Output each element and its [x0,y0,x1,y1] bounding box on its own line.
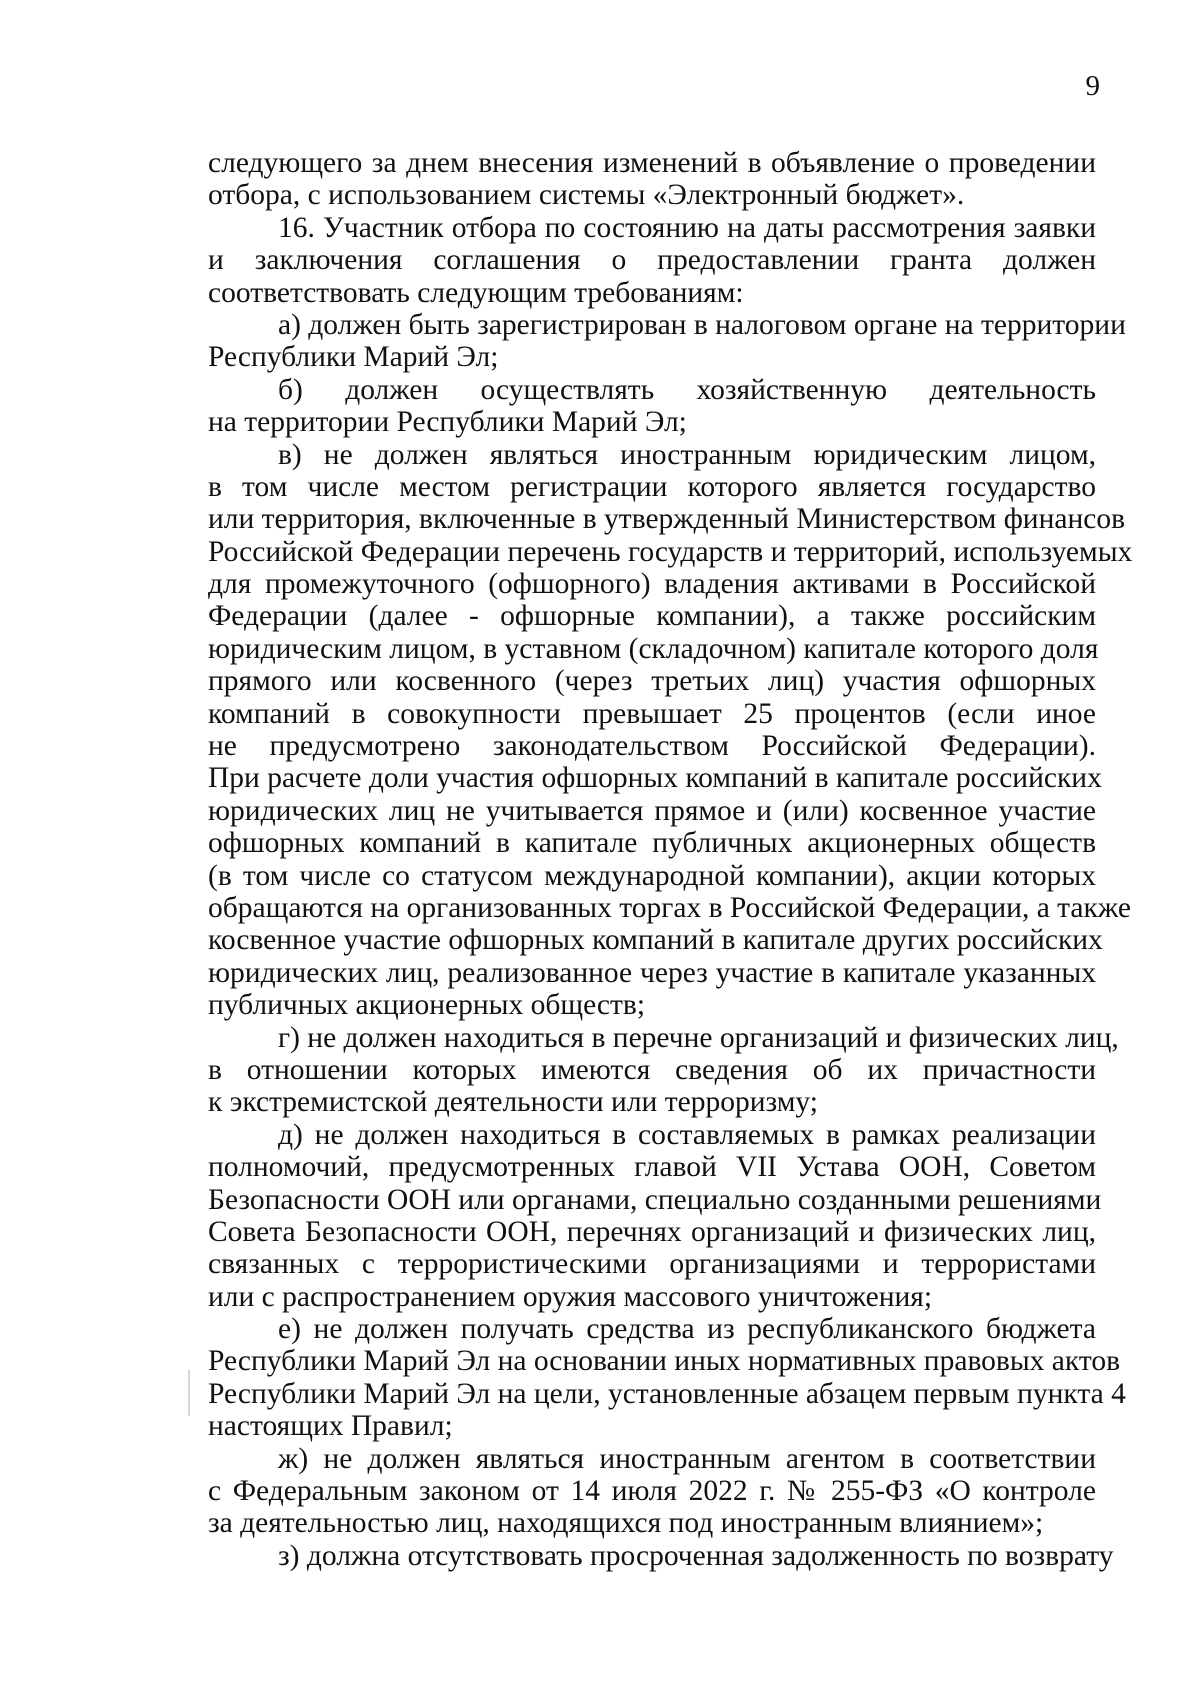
text-line: с Федеральным законом от 14 июля 2022 г. № 255-ФЗ «О контроле [208,1475,1096,1508]
text-line: для промежуточного (офшорного) владения активами в Российской [208,568,1096,601]
text-line: б) должен осуществлять хозяйственную деятельность [278,373,1096,406]
text-line: не предусмотрено законодательством Российской Федерации). [208,730,1096,763]
text-line: Российской Федерации перечень государств и территорий, используемых [208,535,1133,568]
text-line: обращаются на организованных торгах в Российской Федерации, а также [208,891,1131,924]
text-line: Республики Марий Эл на цели, установленные абзацем первым пункта 4 [208,1377,1126,1410]
text-line: в) не должен являться иностранным юридическим лицом, [278,438,1096,471]
text-line: Федерации (далее - офшорные компании), а также российским [208,600,1096,633]
text-line: (в том числе со статусом международной компании), акции которых [208,859,1096,892]
text-line: з) должна отсутствовать просроченная задолженность по возврату [278,1539,1114,1572]
text-line: Республики Марий Эл на основании иных нормативных правовых актов [208,1345,1121,1378]
page-number: 9 [1085,70,1100,102]
document-body [208,147,1133,1572]
text-line: Совета Безопасности ООН, перечнях организаций и физических лиц, [208,1215,1096,1248]
text-line: а) должен быть зарегистрирован в налоговом органе на территории [278,308,1126,341]
text-line: юридическим лицом, в уставном (складочном) капитале которого доля [208,632,1099,665]
text-line: связанных с террористическими организациями и террористами [208,1248,1096,1281]
text-line: ж) не должен являться иностранным агентом в соответствии [278,1442,1096,1475]
text-line: юридических лиц не учитывается прямое и (или) косвенное участие [208,794,1096,827]
text-line: или с распространением оружия массового уничтожения; [208,1280,933,1313]
text-line: юридических лиц, реализованное через участие в капитале указанных [208,956,1096,989]
text-line: прямого или косвенного (через третьих лиц) участия офшорных [208,665,1096,698]
text-line: косвенное участие офшорных компаний в капитале других российских [208,924,1103,957]
text-line: к экстремистской деятельности или терроризму; [208,1086,818,1119]
text-line: соответствовать следующим требованиям: [208,276,744,309]
text-line: е) не должен получать средства из республиканского бюджета [278,1313,1096,1346]
text-line: или территория, включенные в утвержденный Министерством финансов [208,503,1126,536]
text-line: г) не должен находиться в перечне организаций и физических лиц, [278,1021,1119,1054]
text-line: и заключения соглашения о предоставлении гранта должен [208,244,1096,277]
text-line: следующего за днем внесения изменений в объявление о проведении [208,147,1096,179]
text-line: настоящих Правил; [208,1410,453,1443]
text-line: за деятельностью лиц, находящихся под иностранным влиянием»; [208,1507,1044,1540]
scan-artifact [188,1370,190,1416]
text-line: отбора, с использованием системы «Электронный бюджет». [208,179,965,212]
text-line: полномочий, предусмотренных главой VII Устава ООН, Советом [208,1151,1096,1184]
text-line: на территории Республики Марий Эл; [208,406,687,439]
text-line: публичных акционерных обществ; [208,989,646,1022]
text-line: д) не должен находиться в составляемых в рамках реализации [278,1118,1096,1151]
text-line: в том числе местом регистрации которого является государство [208,470,1096,503]
text-line: При расчете доли участия офшорных компаний в капитале российских [208,762,1102,795]
text-line: Республики Марий Эл; [208,341,499,374]
text-line: 16. Участник отбора по состоянию на даты рассмотрения заявки [278,211,1096,244]
text-line: Безопасности ООН или органами, специально созданными решениями [208,1183,1102,1216]
text-line: офшорных компаний в капитале публичных акционерных обществ [208,827,1096,860]
text-line: в отношении которых имеются сведения об их причастности [208,1053,1096,1086]
text-line: компаний в совокупности превышает 25 процентов (если иное [208,697,1096,730]
